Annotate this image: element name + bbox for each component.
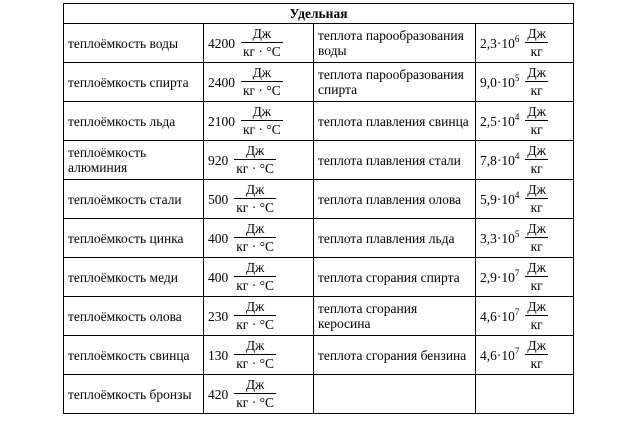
unit-numerator: Дж [245,260,265,275]
latent-heat-value-cell [476,297,574,336]
value-exponent: 6 [514,33,520,44]
heat-capacity-value-cell [204,102,314,141]
unit-denominator: кг · °С [236,395,274,410]
heat-unit-fraction [234,300,276,332]
unit-denominator: кг [525,120,548,137]
unit-denominator: кг · °С [236,239,274,254]
latent-heat-name: теплота плавления льда [314,219,476,258]
latent-heat-name: теплота сгорания керосина [314,297,476,336]
heat-capacity-value: 2400 [208,74,235,90]
heat-capacity-value-cell [204,141,314,180]
heat-capacity-value: 2100 [208,113,235,129]
latent-heat-name: теплота сгорания спирта [314,258,476,297]
heat-unit-fraction [234,339,276,371]
heat-unit-fraction [234,378,276,410]
unit-numerator: Дж [252,65,272,80]
latent-heat-name: теплота плавления олова [314,180,476,219]
latent-unit-fraction [525,66,548,98]
heat-capacity-name: теплоёмкость бронзы [64,375,204,414]
heat-capacity-name: теплоёмкость меди [64,258,204,297]
unit-numerator: Дж [245,221,265,236]
value-mantissa: 2,9·10 [480,269,515,285]
unit-numerator: Дж [252,104,272,119]
latent-heat-name [314,375,476,414]
heat-unit-fraction [234,144,276,176]
latent-heat-value [480,306,520,324]
value-exponent: 7 [514,267,520,278]
value-mantissa: 9,0·10 [480,74,515,90]
unit-denominator: кг [525,237,548,254]
latent-heat-name: теплота плавления стали [314,141,476,180]
heat-capacity-value-cell [204,258,314,297]
latent-heat-value-cell [476,24,574,63]
unit-denominator: кг · °С [236,356,274,371]
heat-capacity-name: теплоёмкость льда [64,102,204,141]
table-row [64,102,574,141]
table-row [64,63,574,102]
latent-heat-value [480,150,520,168]
value-exponent: 4 [514,150,520,161]
unit-denominator: кг · °С [236,278,274,293]
table-body [64,24,574,414]
unit-denominator: кг · °С [236,317,274,332]
table-row [64,297,574,336]
latent-heat-name: теплота парообразования спирта [314,63,476,102]
value-exponent: 7 [514,306,520,317]
heat-unit-fraction [234,261,276,293]
value-mantissa: 2,5·10 [480,113,515,129]
unit-denominator: кг [525,315,548,332]
value-exponent: 5 [514,72,520,83]
unit-denominator: кг [525,198,548,215]
latent-heat-value [480,345,520,363]
table-row [64,24,574,63]
latent-heat-value [480,267,520,285]
unit-numerator: Дж [245,299,265,314]
latent-heat-value-cell [476,336,574,375]
latent-heat-name: теплота сгорания бензина [314,336,476,375]
heat-capacity-name: теплоёмкость спирта [64,63,204,102]
value-exponent: 4 [514,111,520,122]
heat-capacity-value-cell [204,63,314,102]
unit-numerator: Дж [527,299,546,314]
value-mantissa: 2,3·10 [480,35,515,51]
latent-heat-name: теплота парообразования воды [314,24,476,63]
value-mantissa: 5,9·10 [480,191,515,207]
unit-numerator: Дж [527,65,546,80]
table-header: Удельная [64,4,574,24]
unit-denominator: кг [525,159,548,176]
heat-capacity-name: теплоёмкость воды [64,24,204,63]
unit-denominator: кг [525,42,548,59]
unit-numerator: Дж [245,377,265,392]
heat-capacity-value-cell [204,180,314,219]
heat-capacity-name: теплоёмкость свинца [64,336,204,375]
latent-unit-fraction [525,222,548,254]
latent-unit-fraction [525,300,548,332]
heat-capacity-value: 400 [208,269,229,285]
latent-heat-value [480,228,520,246]
table-row [64,219,574,258]
heat-capacity-value-cell [204,375,314,414]
unit-denominator: кг · °С [236,200,274,215]
value-mantissa: 4,6·10 [480,308,515,324]
unit-denominator: кг · °С [243,83,281,98]
heat-capacity-value: 230 [208,308,229,324]
heat-capacity-value: 920 [208,152,229,168]
latent-heat-value-cell [476,258,574,297]
heat-capacity-value: 420 [208,386,229,402]
heat-capacity-name: теплоёмкость олова [64,297,204,336]
latent-heat-value-cell [476,180,574,219]
value-mantissa: 3,3·10 [480,230,515,246]
heat-capacity-name: теплоёмкость стали [64,180,204,219]
heat-capacity-name: теплоёмкость алюминия [64,141,204,180]
table-row [64,180,574,219]
unit-denominator: кг [525,354,548,371]
unit-numerator: Дж [245,143,265,158]
value-exponent: 7 [514,345,520,356]
unit-numerator: Дж [527,104,546,119]
heat-capacity-value-cell [204,24,314,63]
value-mantissa: 4,6·10 [480,347,515,363]
heat-capacity-value: 130 [208,347,229,363]
unit-denominator: кг [525,276,548,293]
unit-numerator: Дж [527,221,546,236]
latent-unit-fraction [525,261,548,293]
latent-heat-value-cell [476,375,574,414]
unit-denominator: кг · °С [243,44,281,59]
table-row [64,375,574,414]
table-row [64,141,574,180]
heat-unit-fraction [234,183,276,215]
latent-heat-value [480,189,520,207]
specific-values-table [63,3,574,414]
heat-unit-fraction [241,66,283,98]
latent-unit-fraction [525,27,548,59]
heat-unit-fraction [234,222,276,254]
latent-heat-value-cell [476,141,574,180]
value-mantissa: 7,8·10 [480,152,515,168]
latent-heat-value [480,72,520,90]
heat-capacity-value: 400 [208,230,229,246]
latent-heat-value-cell [476,102,574,141]
latent-unit-fraction [525,144,548,176]
latent-heat-name: теплота плавления свинца [314,102,476,141]
latent-heat-value-cell [476,63,574,102]
table-row [64,258,574,297]
latent-heat-value-cell [476,219,574,258]
unit-denominator: кг [525,81,548,98]
heat-unit-fraction [241,105,283,137]
latent-unit-fraction [525,183,548,215]
unit-numerator: Дж [527,260,546,275]
unit-numerator: Дж [527,26,546,41]
unit-numerator: Дж [245,182,265,197]
latent-heat-value [480,111,520,129]
heat-capacity-value-cell [204,297,314,336]
heat-unit-fraction [241,27,283,59]
unit-numerator: Дж [527,182,546,197]
heat-capacity-value: 4200 [208,35,235,51]
value-exponent: 5 [514,228,520,239]
unit-numerator: Дж [527,338,546,353]
latent-unit-fraction [525,105,548,137]
latent-heat-value [480,33,520,51]
table-row [64,336,574,375]
unit-numerator: Дж [245,338,265,353]
latent-unit-fraction [525,339,548,371]
unit-numerator: Дж [527,143,546,158]
value-exponent: 4 [514,189,520,200]
unit-numerator: Дж [252,26,272,41]
heat-capacity-name: теплоёмкость цинка [64,219,204,258]
heat-capacity-value-cell [204,336,314,375]
heat-capacity-value: 500 [208,191,229,207]
unit-denominator: кг · °С [236,161,274,176]
heat-capacity-value-cell [204,219,314,258]
unit-denominator: кг · °С [243,122,281,137]
